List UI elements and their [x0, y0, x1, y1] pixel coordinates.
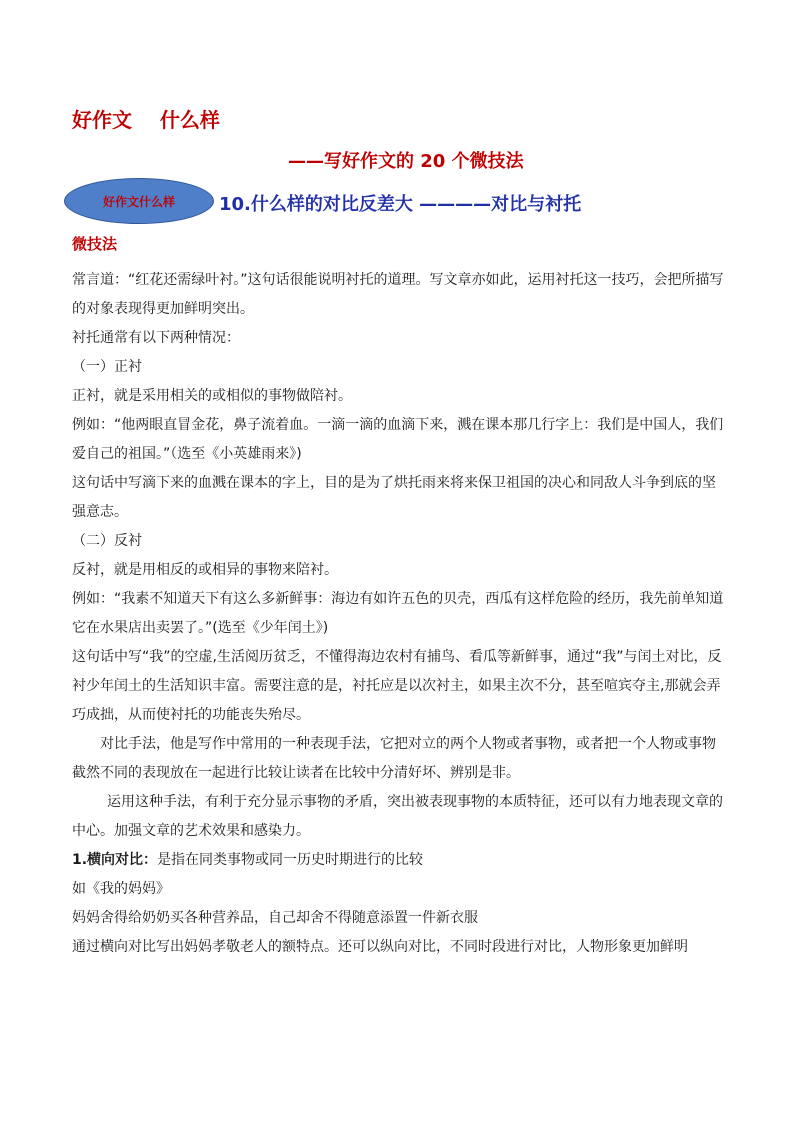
category-badge-label: 好作文什么样 [102, 194, 175, 209]
paragraph-example-title: 如《我的妈妈》 [72, 881, 170, 897]
article-body [72, 266, 726, 962]
paragraph-positive-definition: 正衬，就是采用相关的或相似的事物做陪衬。 [72, 388, 352, 404]
page-title: 好作文 什么样 [72, 108, 220, 132]
paragraph-contrast-method: 对比手法，他是写作中常用的一种表现手法，它把对立的两个人物或者事物，或者把一个人物或事物截然不同的表现放在一起进行比较让读者在比较中分清好坏、辨别是非。 [72, 736, 716, 781]
paragraph-example-text: 妈妈舍得给奶奶买各种营养品，自己却舍不得随意添置一件新衣服 [72, 910, 478, 926]
paragraph-intro: 常言道：“红花还需绿叶衬。”这句话很能说明衬托的道理。写文章亦如此，运用衬托这一技巧，会把所描写的对象表现得更加鲜明突出。 [72, 272, 724, 317]
paragraph-positive-example: 例如：“他两眼直冒金花，鼻子流着血。一滴一滴的血滴下来，溅在课本那几行字上：我们是中国人，我们爱自己的祖国。”（选至《小英雄雨来》) [72, 417, 724, 462]
paragraph-two-cases: 衬托通常有以下两种情况： [72, 330, 240, 346]
horizontal-contrast-definition: 是指在同类事物或同一历史时期进行的比较 [157, 852, 424, 868]
subheading-positive-contrast: （一）正衬 [72, 359, 142, 375]
paragraph-negative-analysis: 这句话中写“我”的空虚,生活阅历贫乏，不懂得海边农村有捕鸟、看瓜等新鲜事，通过“我”与闰土对比，反衬少年闰土的生活知识丰富。需要注意的是，衬托应是以次衬主，如果主次不分，甚至喧宾夺主,那就会弄巧成拙，从而使衬托的功能丧失殆尽。 [72, 649, 722, 723]
paragraph-negative-example: 例如：“我素不知道天下有这么多新鲜事：海边有如许五色的贝壳，西瓜有这样危险的经历，我先前单知道它在水果店出卖罢了。”(选至《少年闰土》) [72, 591, 724, 636]
technique-label: 微技法 [72, 235, 118, 253]
paragraph-negative-definition: 反衬，就是用相反的或相异的事物来陪衬。 [72, 562, 338, 578]
paragraph-example-analysis: 通过横向对比写出妈妈孝敬老人的额特点。还可以纵向对比，不同时段进行对比，人物形象更加鲜明 [72, 939, 688, 955]
paragraph-horizontal-contrast [72, 846, 726, 875]
paragraph-positive-analysis: 这句话中写滴下来的血溅在课本的字上，目的是为了烘托雨来将来保卫祖国的决心和同敌人斗争到底的坚强意志。 [72, 475, 716, 520]
section-heading: 10.什么样的对比反差大 ————对比与衬托 [219, 194, 582, 215]
category-badge [64, 178, 214, 224]
horizontal-contrast-label: 1.横向对比： [72, 852, 158, 868]
subheading-negative-contrast: （二）反衬 [72, 533, 142, 549]
paragraph-contrast-benefit: 运用这种手法，有利于充分显示事物的矛盾，突出被表现事物的本质特征，还可以有力地表现文章的中心。加强文章的艺术效果和感染力。 [72, 794, 723, 839]
page-subtitle: ——写好作文的 20 个微技法 [288, 151, 524, 172]
